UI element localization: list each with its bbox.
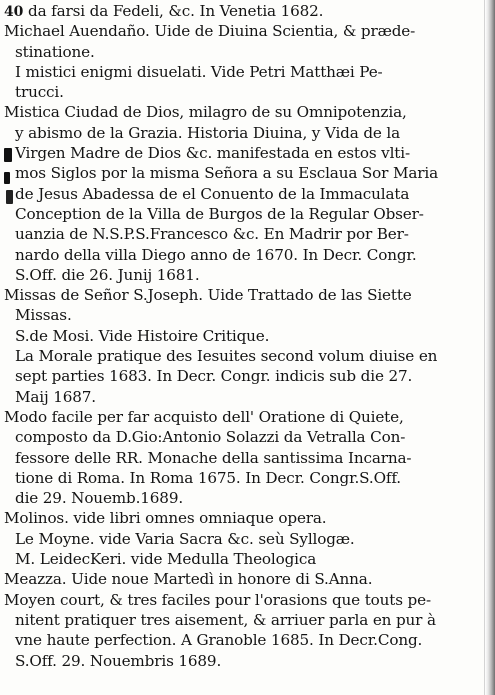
text-line: Mistica Ciudad de Dios, milagro de su Omnipotenzia, xyxy=(4,103,407,122)
text-line: Missas. xyxy=(15,306,72,325)
text-line: S.Off. 29. Nouembris 1689. xyxy=(15,651,222,670)
text-line: Le Moyne. vide Varia Sacra &c. seù Syllogæ. xyxy=(15,529,355,548)
text-line: Michael Auendaño. Uide de Diuina Scientia, & præde- xyxy=(4,22,416,41)
text-line: y abismo de la Grazia. Historia Diuina, y Vida de la xyxy=(15,123,401,142)
text-line: I mistici enigmi disuelati. Vide Petri Matthæi Pe- xyxy=(15,62,383,81)
text-line: da farsi da Fedeli, &c. In Venetia 1682. xyxy=(28,2,324,20)
text-line: vne haute perfection. A Granoble 1685. In Decr.Cong. xyxy=(15,631,423,650)
text-line: La Morale pratique des Iesuites second volum diuise en xyxy=(15,347,438,366)
text-line: stinatione. xyxy=(15,42,95,61)
index-entries xyxy=(4,1,450,671)
text-line: fessore delle RR. Monache della santissima Incarna- xyxy=(15,448,412,467)
text-line: Modo facile per far acquisto dell' Oratione di Quiete, xyxy=(4,407,404,426)
text-line: S.Off. die 26. Junij 1681. xyxy=(15,265,200,284)
text-line: sept parties 1683. In Decr. Congr. indicis sub die 27. xyxy=(15,367,413,386)
text-line: uanzia de N.S.P.S.Francesco &c. En Madrir por Ber- xyxy=(15,225,409,244)
text-line: S.de Mosi. Vide Histoire Critique. xyxy=(15,326,270,345)
text-line: Molinos. vide libri omnes omniaque opera. xyxy=(4,509,327,528)
text-line: M. LeidecKeri. vide Medulla Theologica xyxy=(15,550,317,569)
text-line: de Jesus Abadessa de el Conuento de la Immaculata xyxy=(15,184,410,203)
text-line: trucci. xyxy=(15,83,64,102)
text-line: nardo della villa Diego anno de 1670. In Decr. Congr. xyxy=(15,245,417,264)
text-line: nitent pratiquer tres aisement, & arriuer parla en pur à xyxy=(15,610,436,629)
text-line: Maij 1687. xyxy=(15,387,96,406)
text-line: Missas de Señor S.Joseph. Uide Trattado de las Siette xyxy=(4,286,412,305)
text-line: mos Siglos por la misma Señora a su Esclaua Sor Maria xyxy=(15,164,438,183)
text-line: tione di Roma. In Roma 1675. In Decr. Congr.S.Off. xyxy=(15,468,401,487)
text-line: die 29. Nouemb.1689. xyxy=(15,489,184,508)
text-line: Moyen court, & tres faciles pour l'orasions que touts pe- xyxy=(4,590,431,609)
text-line: composto da D.Gio:Antonio Solazzi da Vetralla Con- xyxy=(15,428,406,447)
page-gutter-shadow xyxy=(485,0,495,695)
text-line: Virgen Madre de Dios &c. manifestada en estos vlti- xyxy=(15,144,410,163)
page-number: 40 xyxy=(4,4,24,20)
text-line: Meazza. Uide noue Martedì in honore di S.Anna. xyxy=(4,570,373,589)
text-line: Conception de la Villa de Burgos de la Regular Obser- xyxy=(15,204,424,223)
